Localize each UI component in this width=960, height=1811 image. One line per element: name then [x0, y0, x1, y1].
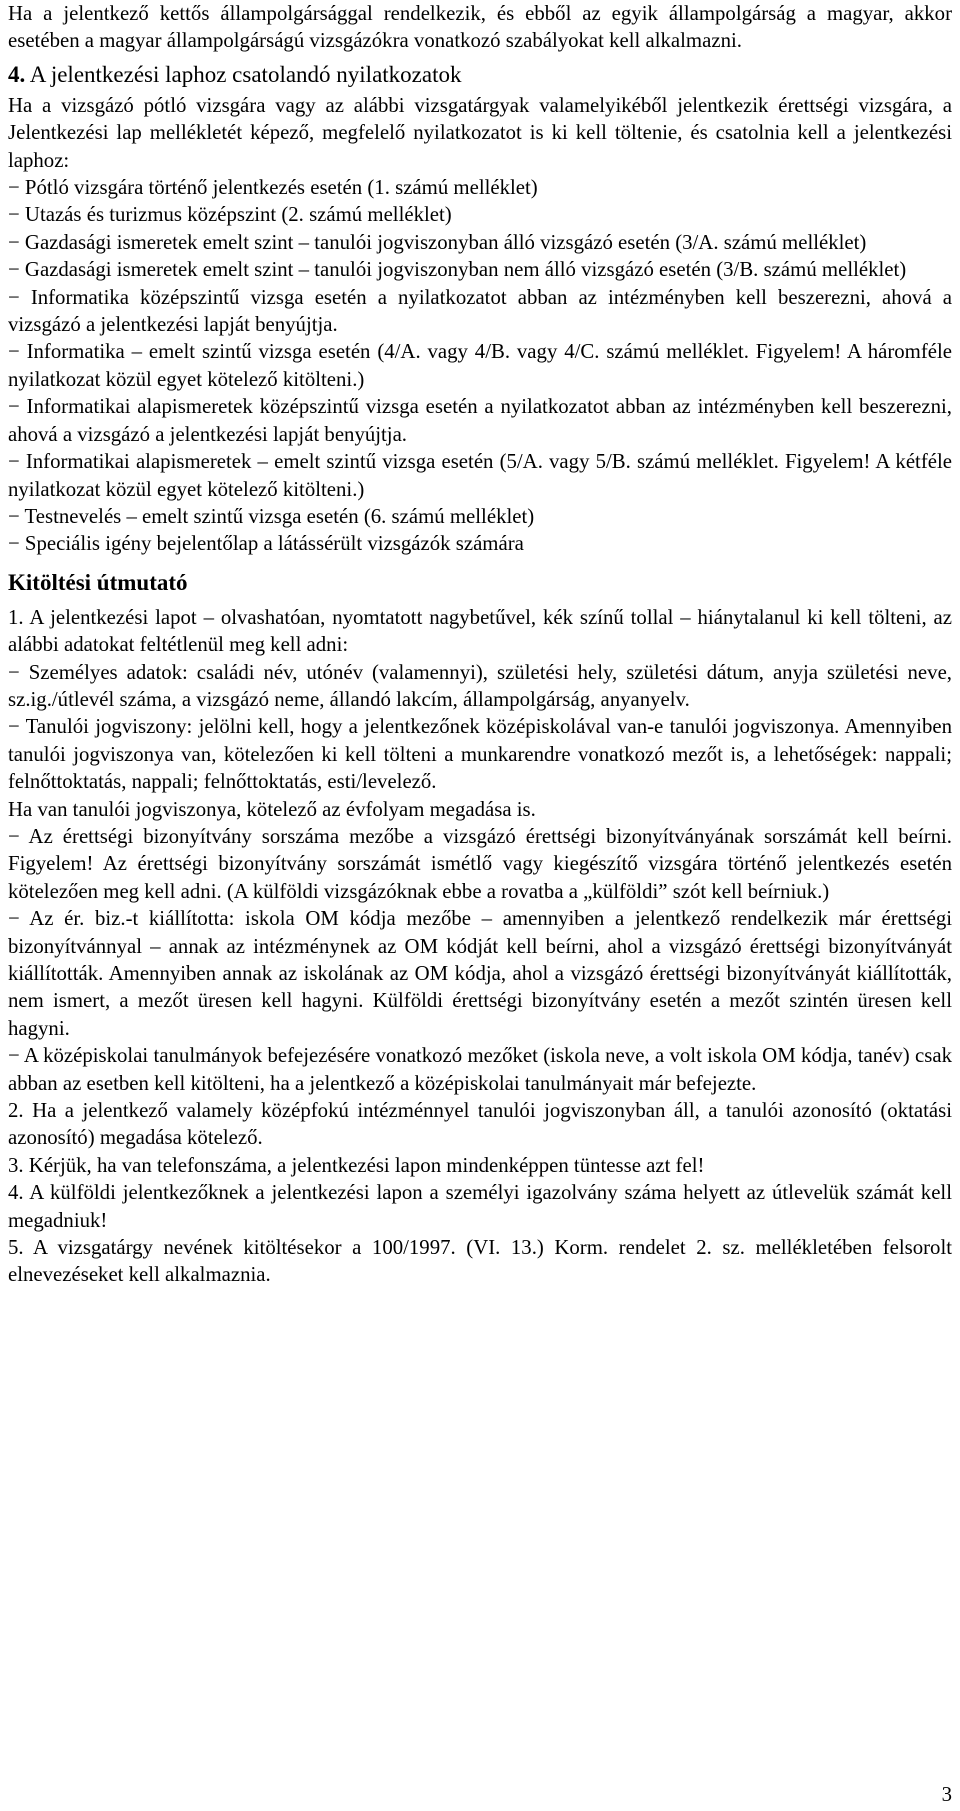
- attachment-item: − Gazdasági ismeretek emelt szint – tanulói jogviszonyban álló vizsgázó esetén (3/A. számú melléklet): [8, 230, 867, 254]
- guide-paragraph: 2. Ha a jelentkező valamely középfokú intézménnyel tanulói jogviszonyban áll, a tanulói azonosító (oktatási azonosító) megadása kötelező.: [8, 1099, 952, 1150]
- attachment-item: − Pótló vizsgára történő jelentkezés esetén (1. számú melléklet): [8, 176, 538, 200]
- guide-paragraph: 4. A külföldi jelentkezőknek a jelentkezési lapon a személyi igazolvány száma helyett az útlevelük számát kell megadniuk!: [8, 1181, 952, 1232]
- page-number: 3: [941, 1783, 952, 1806]
- attachment-item: − Informatika középszintű vizsga esetén a nyilatkozatot abban az intézményben kell beszerezni, ahová a vizsgázó a jelentkezési lapját benyújtja.: [8, 285, 952, 337]
- section-4-title: A jelentkezési laphoz csatolandó nyilatkozatok: [29, 61, 462, 87]
- guide-paragraph: 3. Kérjük, ha van telefonszáma, a jelentkezési lapon mindenképpen tüntesse azt fel!: [8, 1153, 705, 1177]
- section-4-heading: [8, 58, 952, 92]
- attachment-item: − Utazás és turizmus középszint (2. számú melléklet): [8, 203, 452, 227]
- guide-paragraph: 1. A jelentkezési lapot – olvashatóan, nyomtatott nagybetűvel, kék színű tollal – hiánytalanul ki kell tölteni, az alábbi adatokat feltétlenül meg kell adni:: [8, 605, 952, 657]
- attachment-item: − Informatikai alapismeretek középszintű vizsga esetén a nyilatkozatot abban az intézményben kell beszerezni, ahová a vizsgázó a jelentkezési lapját benyújtja.: [8, 395, 952, 446]
- intro-paragraph: Ha a jelentkező kettős állampolgársággal rendelkezik, és ebből az egyik állampolgárság a magyar, akkor esetében a magyar állampolgárságú vizsgázókra vonatkozó szabályokat kell alkalmazni.: [8, 2, 952, 53]
- attachment-item: − Testnevelés – emelt szintű vizsga esetén (6. számú melléklet): [8, 504, 535, 528]
- guide-paragraph: Ha van tanulói jogviszonya, kötelező az évfolyam megadása is.: [8, 797, 536, 821]
- section-4-number: 4.: [8, 61, 26, 87]
- section-4-lead: Ha a vizsgázó pótló vizsgára vagy az alábbi vizsgatárgyak valamelyikéből jelentkezik érettségi vizsgára, a Jelentkezési lap mellékletét képező, megfelelő nyilatkozatot is ki kell töltenie, és csatolnia kell a jelentkezési laphoz:: [8, 93, 952, 172]
- guide-paragraph: − Az érettségi bizonyítvány sorszáma mezőbe a vizsgázó érettségi bizonyítványának sorszámát kell beírni. Figyelem! Az érettségi bizonyítvány sorszámát ismétlő vagy kiegészítő vizsgára történő jelentkezés esetén kötelezően meg kell adni. (A külföldi vizsgázóknak ebbe a rovatba a „külföldi” szót kell beírniuk.): [8, 824, 952, 903]
- guide-paragraph: − Az ér. biz.-t kiállította: iskola OM kódja mezőbe – amennyiben a jelentkező rendelkezik már érettségi bizonyítvánnyal – annak az intézménynek az OM kódját kell beírni, ahol a vizsgázó érettségi bizonyítványát kiállították. Amennyiben annak az iskolának az OM kódja, ahol a vizsgázó érettségi bizonyítványát kiállították, nem ismert, a mezőt üresen kell hagyni. Külföldi érettségi bizonyítvány esetén a mezőt szintén üresen kell hagyni.: [8, 907, 952, 1040]
- guide-paragraph: 5. A vizsgatárgy nevének kitöltésekor a 100/1997. (VI. 13.) Korm. rendelet 2. sz. mellékletében felsorolt elnevezéseket kell alkalmaznia.: [8, 1236, 952, 1287]
- guide-paragraph: − Tanulói jogviszony: jelölni kell, hogy a jelentkezőnek középiskolával van-e tanulói jogviszonya. Amennyiben tanulói jogviszonya van, kötelezően ki kell tölteni a munkarendre vonatkozó mezőt is, a lehetőségek: nappali; felnőttoktatás, nappali; felnőttoktatás, esti/levelező.: [8, 715, 952, 794]
- attachment-item: − Informatika – emelt szintű vizsga esetén (4/A. vagy 4/B. vagy 4/C. számú melléklet. Figyelem! A háromféle nyilatkozat közül egyet kötelező kitölteni.): [8, 340, 952, 391]
- guide-paragraph: − A középiskolai tanulmányok befejezésére vonatkozó mezőket (iskola neve, a volt iskola OM kódja, tanév) csak abban az esetben kell kitölteni, ha a jelentkező a középiskolai tanulmányait már befejezte.: [8, 1044, 952, 1095]
- guide-paragraph: − Személyes adatok: családi név, utónév (valamennyi), születési hely, születési dátum, anyja születési neve, sz.ig./útlevél száma, a vizsgázó neme, állandó lakcím, állampolgárság, anyanyelv.: [8, 660, 952, 711]
- attachment-item: − Speciális igény bejelentőlap a látássérült vizsgázók számára: [8, 532, 524, 556]
- attachment-item: − Gazdasági ismeretek emelt szint – tanulói jogviszonyban nem álló vizsgázó esetén (3/B. számú melléklet): [8, 258, 907, 282]
- guide-heading: Kitöltési útmutató: [8, 569, 188, 595]
- attachment-item: − Informatikai alapismeretek – emelt szintű vizsga esetén (5/A. vagy 5/B. számú melléklet. Figyelem! A kétféle nyilatkozat közül egyet kötelező kitölteni.): [8, 450, 952, 501]
